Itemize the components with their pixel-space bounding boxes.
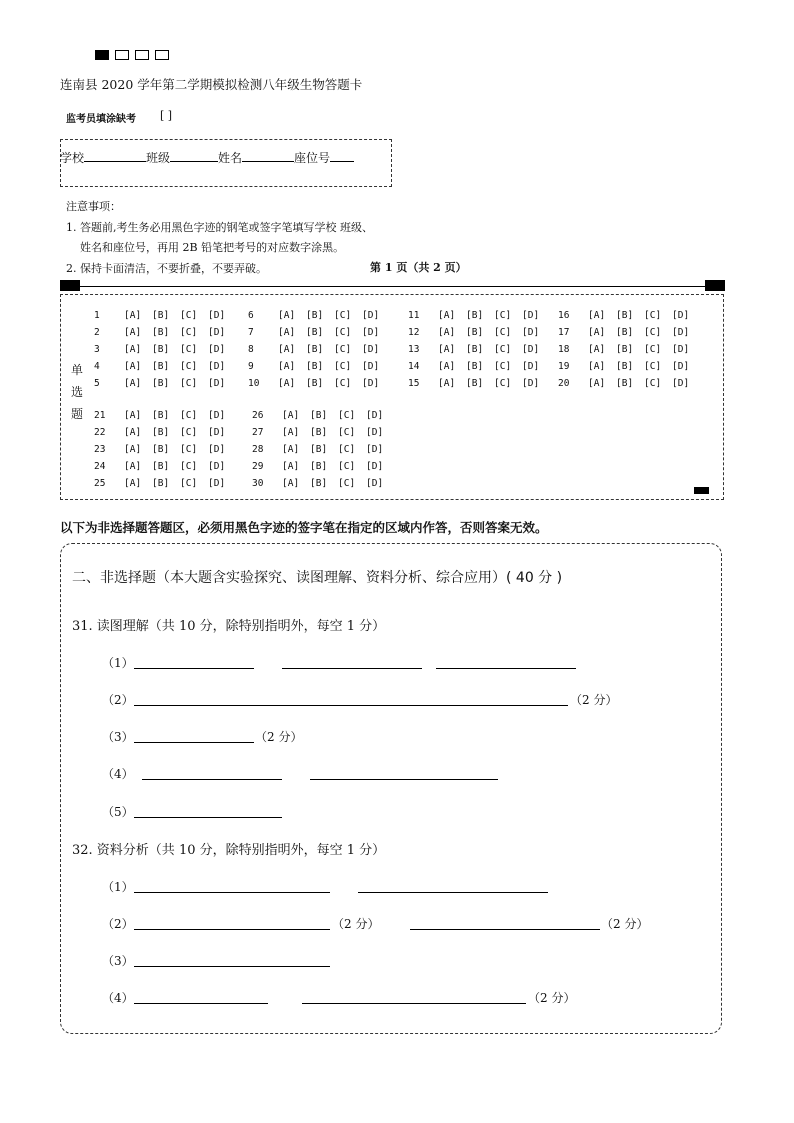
answer-bubble[interactable]: [B] (616, 310, 634, 321)
answer-bubble[interactable]: [B] (616, 361, 634, 372)
answer-bubble[interactable]: [B] (616, 344, 634, 355)
answer-bubble[interactable]: [A] (282, 444, 300, 455)
answer-bubble[interactable]: [C] (644, 361, 662, 372)
answer-bubble[interactable]: [A] (124, 461, 142, 472)
answer-bubble[interactable]: [C] (334, 378, 352, 389)
answer-bubble[interactable]: [B] (466, 378, 484, 389)
answer-bubble[interactable]: [C] (494, 378, 512, 389)
answer-bubble[interactable]: [B] (466, 361, 484, 372)
question-number: 2 (94, 327, 100, 338)
question-number: 23 (94, 444, 106, 455)
answer-bubble[interactable]: [A] (278, 361, 296, 372)
answer-bubble[interactable]: [A] (278, 344, 296, 355)
answer-bubble[interactable]: [D] (362, 327, 380, 338)
answer-bubble[interactable]: [C] (644, 327, 662, 338)
question-31-title: 31. 读图理解（共 10 分，除特别指明外，每空 1 分） (72, 619, 386, 634)
page-indicator: 第 1 页（共 2 页） (370, 261, 467, 274)
answer-bubble[interactable]: [D] (366, 461, 384, 472)
question-number: 14 (408, 361, 420, 372)
question-number: 18 (558, 344, 570, 355)
answer-bubble[interactable]: [C] (338, 478, 356, 489)
answer-blank[interactable] (134, 929, 330, 930)
answer-bubble[interactable]: [D] (522, 327, 540, 338)
answer-bubble[interactable]: [D] (362, 344, 380, 355)
answer-bubble[interactable]: [B] (306, 310, 324, 321)
question-number: 21 (94, 410, 106, 421)
question-row (558, 310, 700, 321)
answer-bubble[interactable]: [B] (152, 378, 170, 389)
question-row (558, 327, 700, 338)
answer-bubble[interactable]: [A] (438, 344, 456, 355)
question-number: 9 (248, 361, 254, 372)
answer-bubble[interactable]: [B] (152, 427, 170, 438)
answer-bubble[interactable]: [C] (334, 361, 352, 372)
question-row (408, 378, 550, 389)
points-note: （2 分） (332, 917, 380, 931)
question-number: 12 (408, 327, 420, 338)
answer-bubble[interactable]: [C] (494, 361, 512, 372)
question-row (94, 461, 236, 472)
answer-bubble[interactable]: [A] (124, 344, 142, 355)
q31-1-label: （1） (102, 656, 134, 670)
answer-bubble[interactable]: [D] (208, 344, 226, 355)
answer-blank[interactable] (134, 817, 282, 818)
question-number: 19 (558, 361, 570, 372)
answer-bubble[interactable]: [D] (366, 427, 384, 438)
question-row (408, 361, 550, 372)
answer-bubble[interactable]: [D] (366, 478, 384, 489)
notes-heading: 注意事项： (66, 200, 121, 213)
question-row (94, 327, 236, 338)
answer-bubble[interactable]: [C] (180, 427, 198, 438)
answer-bubble[interactable]: [D] (208, 327, 226, 338)
answer-bubble[interactable]: [B] (310, 444, 328, 455)
answer-bubble[interactable]: [D] (522, 378, 540, 389)
question-row (94, 344, 236, 355)
question-row (248, 361, 390, 372)
question-row (558, 344, 700, 355)
answer-bubble[interactable]: [B] (152, 461, 170, 472)
answer-bubble[interactable]: [C] (644, 378, 662, 389)
answer-bubble[interactable]: [A] (438, 378, 456, 389)
question-number: 30 (252, 478, 264, 489)
answer-bubble[interactable]: [C] (180, 410, 198, 421)
answer-bubble[interactable]: [C] (180, 361, 198, 372)
section-label-char: 单 (70, 363, 83, 377)
question-number: 5 (94, 378, 100, 389)
answer-area-warning: 以下为非选择题答题区，必须用黑色字迹的签字笔在指定的区域内作答，否则答案无效。 (60, 520, 548, 535)
page-title: 连南县 2020 学年第二学期模拟检测八年级生物答题卡 (60, 77, 363, 92)
answer-bubble[interactable]: [A] (278, 327, 296, 338)
question-number: 29 (252, 461, 264, 472)
question-row (408, 327, 550, 338)
answer-bubble[interactable]: [D] (522, 344, 540, 355)
answer-bubble[interactable]: [B] (310, 461, 328, 472)
seat-label: 座位号 (294, 151, 331, 165)
question-number: 25 (94, 478, 106, 489)
answer-bubble[interactable]: [A] (124, 310, 142, 321)
question-row (252, 427, 394, 438)
answer-bubble[interactable]: [C] (180, 378, 198, 389)
question-number: 24 (94, 461, 106, 472)
question-row (252, 461, 394, 472)
answer-bubble[interactable]: [B] (466, 344, 484, 355)
question-row (94, 310, 236, 321)
answer-bubble[interactable]: [C] (180, 444, 198, 455)
answer-blank[interactable] (134, 742, 254, 743)
question-row (248, 327, 390, 338)
answer-bubble[interactable]: [D] (366, 410, 384, 421)
answer-blank[interactable] (134, 668, 254, 669)
absent-bubble[interactable]: [ ] (160, 109, 173, 122)
section-label-char: 选 (70, 385, 83, 399)
alignment-marker-right (705, 280, 725, 291)
answer-bubble[interactable]: [C] (180, 327, 198, 338)
answer-bubble[interactable]: [D] (672, 344, 690, 355)
seat-field[interactable] (330, 149, 354, 162)
answer-bubble[interactable]: [C] (644, 344, 662, 355)
answer-bubble[interactable]: [A] (282, 410, 300, 421)
answer-bubble[interactable]: [B] (152, 310, 170, 321)
answer-bubble[interactable]: [D] (208, 461, 226, 472)
question-row (252, 478, 394, 489)
answer-bubble[interactable]: [D] (362, 361, 380, 372)
answer-bubble[interactable]: [B] (152, 344, 170, 355)
question-number: 20 (558, 378, 570, 389)
answer-bubble[interactable]: [D] (522, 310, 540, 321)
answer-bubble[interactable]: [B] (306, 344, 324, 355)
position-marker-empty (135, 50, 149, 60)
answer-bubble[interactable]: [C] (180, 310, 198, 321)
separator-line (80, 286, 706, 287)
answer-bubble[interactable]: [A] (588, 361, 606, 372)
q32-1-label: （1） (102, 880, 134, 894)
question-row (558, 361, 700, 372)
answer-blank[interactable] (358, 892, 548, 893)
answer-bubble[interactable]: [B] (310, 478, 328, 489)
question-row (248, 378, 390, 389)
q31-2-label: （2） (102, 693, 134, 707)
points-note: （2 分） (570, 693, 618, 707)
note-item-1: 1. 答题前,考生务必用黑色字迹的钢笔或签字笔填写学校 班级、 (66, 221, 373, 234)
answer-bubble[interactable]: [C] (494, 327, 512, 338)
answer-bubble[interactable]: [D] (208, 361, 226, 372)
answer-bubble[interactable]: [B] (616, 378, 634, 389)
answer-bubble[interactable]: [D] (208, 427, 226, 438)
answer-bubble[interactable]: [C] (338, 427, 356, 438)
q31-5-label: （5） (102, 805, 134, 819)
question-row (408, 310, 550, 321)
answer-bubble[interactable]: [D] (522, 361, 540, 372)
question-number: 7 (248, 327, 254, 338)
question-number: 16 (558, 310, 570, 321)
answer-bubble[interactable]: [B] (466, 327, 484, 338)
answer-bubble[interactable]: [B] (152, 410, 170, 421)
answer-bubble[interactable]: [A] (588, 344, 606, 355)
answer-bubble[interactable]: [D] (672, 310, 690, 321)
answer-bubble[interactable]: [B] (310, 410, 328, 421)
answer-bubble[interactable]: [C] (338, 444, 356, 455)
answer-bubble[interactable]: [A] (124, 444, 142, 455)
answer-bubble[interactable]: [C] (644, 310, 662, 321)
question-row (94, 410, 236, 421)
q31-3-label: （3） (102, 730, 134, 744)
answer-blank[interactable] (134, 966, 330, 967)
answer-bubble[interactable]: [B] (466, 310, 484, 321)
answer-bubble[interactable]: [A] (278, 310, 296, 321)
question-row (94, 478, 236, 489)
question-number: 6 (248, 310, 254, 321)
question-number: 3 (94, 344, 100, 355)
answer-bubble[interactable]: [D] (208, 310, 226, 321)
proctor-absent-label: 监考员填涂缺考 (66, 114, 136, 125)
answer-bubble[interactable]: [B] (306, 378, 324, 389)
answer-bubble[interactable]: [B] (306, 361, 324, 372)
answer-bubble[interactable]: [B] (616, 327, 634, 338)
answer-bubble[interactable]: [C] (334, 310, 352, 321)
alignment-marker-box (694, 487, 709, 494)
question-number: 8 (248, 344, 254, 355)
answer-bubble[interactable]: [C] (180, 344, 198, 355)
name-label: 姓名 (218, 151, 243, 165)
answer-bubble[interactable]: [A] (124, 361, 142, 372)
answer-bubble[interactable]: [A] (124, 378, 142, 389)
answer-bubble[interactable]: [B] (310, 427, 328, 438)
answer-bubble[interactable]: [A] (124, 478, 142, 489)
answer-bubble[interactable]: [A] (282, 427, 300, 438)
question-number: 4 (94, 361, 100, 372)
answer-blank[interactable] (410, 929, 600, 930)
alignment-marker-left (60, 280, 80, 291)
answer-bubble[interactable]: [A] (438, 361, 456, 372)
answer-blank[interactable] (134, 1003, 268, 1004)
answer-bubble[interactable]: [C] (180, 478, 198, 489)
question-number: 15 (408, 378, 420, 389)
question-row (94, 361, 236, 372)
answer-bubble[interactable]: [D] (672, 327, 690, 338)
answer-bubble[interactable]: [A] (124, 427, 142, 438)
section-label-char: 题 (70, 407, 83, 421)
question-row (248, 310, 390, 321)
question-number: 28 (252, 444, 264, 455)
position-marker-empty (115, 50, 129, 60)
answer-bubble[interactable]: [A] (282, 461, 300, 472)
question-row (94, 444, 236, 455)
answer-bubble[interactable]: [A] (438, 327, 456, 338)
q32-3-label: （3） (102, 954, 134, 968)
question-row (252, 410, 394, 421)
answer-bubble[interactable]: [C] (338, 461, 356, 472)
answer-bubble[interactable]: [A] (588, 327, 606, 338)
answer-bubble[interactable]: [B] (152, 361, 170, 372)
question-number: 22 (94, 427, 106, 438)
question-number: 10 (248, 378, 260, 389)
answer-bubble[interactable]: [C] (334, 344, 352, 355)
answer-bubble[interactable]: [C] (180, 461, 198, 472)
answer-bubble[interactable]: [C] (338, 410, 356, 421)
question-32-title: 32. 资料分析（共 10 分，除特别指明外，每空 1 分） (72, 843, 386, 858)
answer-blank[interactable] (436, 668, 576, 669)
name-field[interactable] (242, 149, 294, 162)
q31-4-label: （4） (102, 767, 134, 781)
question-number: 27 (252, 427, 264, 438)
answer-bubble[interactable]: [A] (438, 310, 456, 321)
answer-bubble[interactable]: [B] (306, 327, 324, 338)
position-marker-empty (155, 50, 169, 60)
school-field[interactable] (84, 149, 146, 162)
answer-bubble[interactable]: [D] (672, 361, 690, 372)
question-row (248, 344, 390, 355)
answer-bubble[interactable]: [B] (152, 327, 170, 338)
answer-bubble[interactable]: [D] (362, 310, 380, 321)
position-marker-filled (95, 50, 109, 60)
answer-bubble[interactable]: [C] (494, 344, 512, 355)
points-note: （2 分） (255, 730, 303, 744)
class-label: 班级 (146, 151, 171, 165)
question-number: 26 (252, 410, 264, 421)
school-label: 学校 (60, 151, 85, 165)
q32-4-label: （4） (102, 991, 134, 1005)
answer-bubble[interactable]: [D] (208, 378, 226, 389)
question-row (558, 378, 700, 389)
class-field[interactable] (170, 149, 218, 162)
points-note: （2 分） (528, 991, 576, 1005)
answer-bubble[interactable]: [A] (278, 378, 296, 389)
question-number: 11 (408, 310, 420, 321)
section-title: 二、非选择题（本大题含实验探究、读图理解、资料分析、综合应用）( 40 分 ) (72, 570, 563, 586)
answer-bubble[interactable]: [D] (672, 378, 690, 389)
answer-bubble[interactable]: [D] (208, 444, 226, 455)
answer-bubble[interactable]: [D] (208, 478, 226, 489)
question-number: 13 (408, 344, 420, 355)
answer-bubble[interactable]: [C] (334, 327, 352, 338)
answer-bubble[interactable]: [A] (588, 310, 606, 321)
question-row (252, 444, 394, 455)
question-row (408, 344, 550, 355)
answer-bubble[interactable]: [B] (152, 478, 170, 489)
answer-bubble[interactable]: [A] (124, 327, 142, 338)
answer-blank[interactable] (134, 892, 330, 893)
answer-bubble[interactable]: [A] (588, 378, 606, 389)
answer-bubble[interactable]: [A] (282, 478, 300, 489)
answer-blank[interactable] (310, 779, 498, 780)
answer-bubble[interactable]: [B] (152, 444, 170, 455)
student-info-line (60, 149, 354, 166)
question-row (94, 427, 236, 438)
q32-2-label: （2） (102, 917, 134, 931)
answer-blank[interactable] (302, 1003, 526, 1004)
question-row (94, 378, 236, 389)
answer-blank[interactable] (142, 779, 282, 780)
note-item-1-cont: 姓名和座位号，再用 2B 铅笔把考号的对应数字涂黑。 (80, 241, 345, 254)
answer-blank[interactable] (282, 668, 422, 669)
note-item-2: 2. 保持卡面清洁，不要折叠，不要弄破。 (66, 262, 267, 275)
points-note: （2 分） (601, 917, 649, 931)
question-number: 17 (558, 327, 570, 338)
answer-bubble[interactable]: [D] (208, 410, 226, 421)
answer-bubble[interactable]: [C] (494, 310, 512, 321)
answer-blank[interactable] (134, 705, 568, 706)
answer-bubble[interactable]: [A] (124, 410, 142, 421)
question-number: 1 (94, 310, 100, 321)
answer-bubble[interactable]: [D] (362, 378, 380, 389)
answer-bubble[interactable]: [D] (366, 444, 384, 455)
